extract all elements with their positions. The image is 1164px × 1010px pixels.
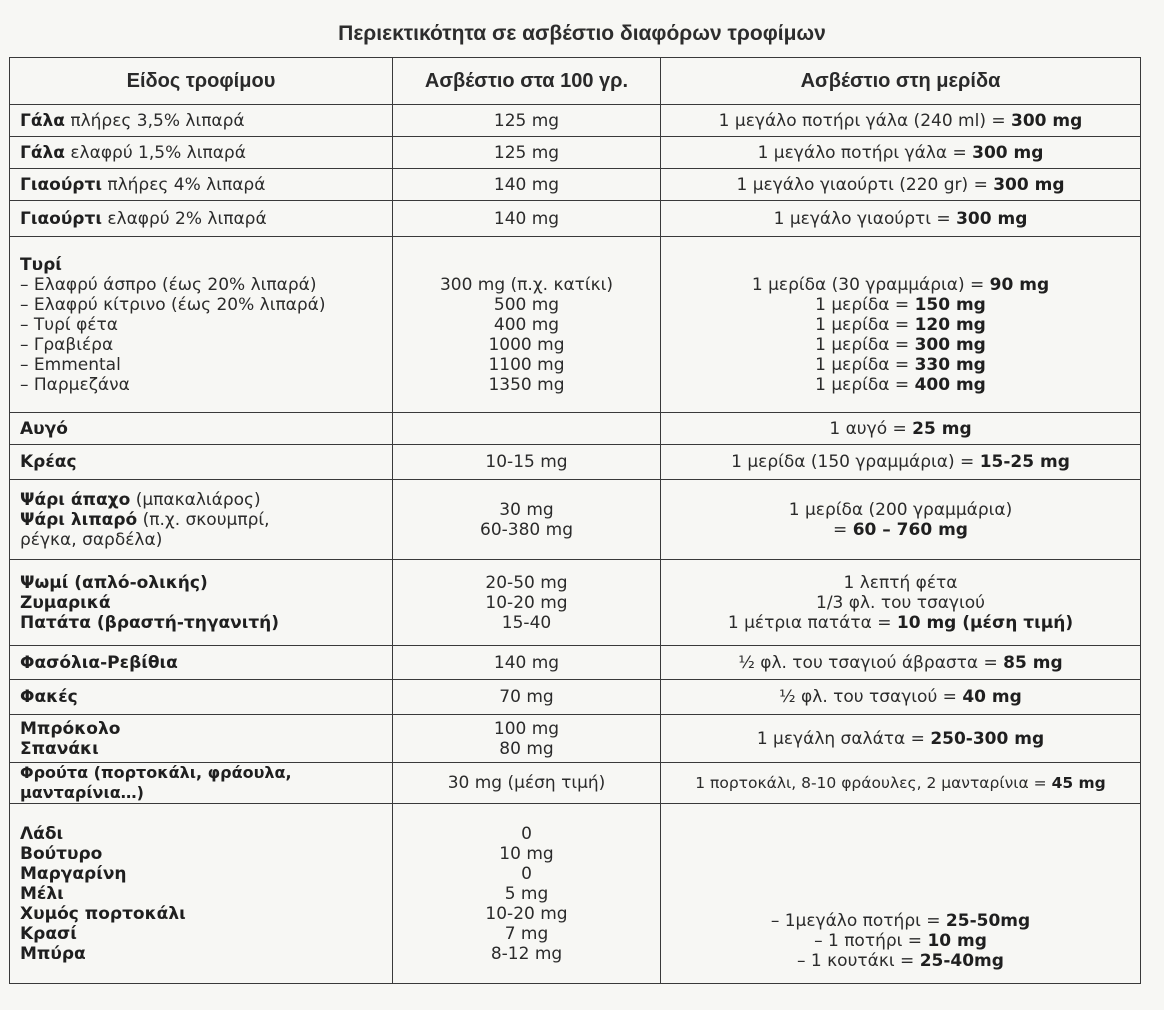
portion-cell <box>661 715 1141 763</box>
food-line <box>20 573 382 593</box>
table-header <box>10 58 1141 105</box>
food-detail: – Ελαφρύ κίτρινο (έως 20% λιπαρά) <box>20 294 326 315</box>
per100-value: 10 mg <box>499 843 554 864</box>
food-detail: – Παρμεζάνα <box>20 374 130 395</box>
food-cell <box>10 201 393 237</box>
portion-amount: 40 mg <box>962 687 1022 707</box>
header-row <box>10 58 1141 105</box>
food-name: Γιαούρτι <box>20 208 102 229</box>
portion-amount: 10 mg <box>927 931 987 951</box>
portion-line <box>667 111 1134 131</box>
portion-text: 1 μερίδα = <box>815 314 915 335</box>
portion-line <box>667 687 1134 707</box>
food-name: Κρασί <box>20 923 77 944</box>
portion-text: 1 μέτρια πατάτα = <box>727 612 897 633</box>
food-cell <box>10 445 393 480</box>
per100-value: 400 mg <box>493 314 560 335</box>
food-name: Σπανάκι <box>20 738 99 759</box>
per100-cell <box>393 480 661 560</box>
portion-cell <box>661 680 1141 715</box>
per100-cell <box>393 169 661 201</box>
per100-value: 15-40 <box>501 612 552 633</box>
portion-line <box>667 175 1134 195</box>
food-cell <box>10 237 393 413</box>
per100-value: 5 mg <box>504 883 549 904</box>
per100-value: 70 mg <box>499 687 554 707</box>
food-line <box>20 864 382 884</box>
food-line <box>20 419 382 439</box>
header-per-portion: Ασβέστιο στη μερίδα <box>661 58 1141 105</box>
portion-cell <box>661 169 1141 201</box>
per100-value: 10-15 mg <box>485 452 568 472</box>
per100-value: 1350 mg <box>488 374 565 395</box>
portion-line <box>667 520 1134 540</box>
food-detail: πλήρες 4% λιπαρά <box>101 174 266 195</box>
food-name: Χυμός πορτοκάλι <box>20 903 186 924</box>
food-line <box>20 255 382 275</box>
portion-text: 1 μερίδα = <box>815 374 915 395</box>
food-cell <box>10 413 393 445</box>
table-row <box>10 560 1141 646</box>
food-cell <box>10 137 393 169</box>
per100-cell <box>393 201 661 237</box>
table-row <box>10 763 1141 804</box>
food-line <box>20 375 382 395</box>
portion-cell <box>661 413 1141 445</box>
food-name: Πατάτα (βραστή-τηγανιτή) <box>20 612 280 633</box>
portion-line <box>667 275 1134 295</box>
food-line <box>20 490 382 510</box>
portion-text: – 1 ποτήρι = <box>814 931 928 951</box>
portion-line <box>667 931 1134 951</box>
table-row <box>10 201 1141 237</box>
per100-value: 300 mg (π.χ. κατίκι) <box>439 274 614 295</box>
portion-text: 1 πορτοκάλι, 8-10 φράουλες, 2 μανταρίνια = <box>695 774 1052 792</box>
per100-cell <box>393 680 661 715</box>
food-line <box>20 844 382 864</box>
portion-line <box>667 143 1134 163</box>
header-per-100g: Ασβέστιο στα 100 γρ. <box>393 58 661 105</box>
portion-text: 1 μεγάλο γιαούρτι (220 gr) = <box>736 174 994 195</box>
food-name: Αυγό <box>20 418 68 439</box>
food-line <box>20 924 382 944</box>
per100-value: 60-380 mg <box>480 519 573 540</box>
calcium-table <box>9 57 1141 984</box>
food-line <box>20 763 382 783</box>
portion-amount: 300 mg <box>993 174 1065 195</box>
portion-line <box>667 613 1134 633</box>
portion-text: – 1μεγάλο ποτήρι = <box>770 911 946 931</box>
food-line <box>20 739 382 759</box>
per100-value: 20-50 mg <box>485 572 568 593</box>
food-name: Γιαούρτι <box>20 174 102 195</box>
food-name: Ψάρι λιπαρό <box>20 509 138 530</box>
portion-line <box>667 500 1134 520</box>
food-line <box>20 944 382 964</box>
portion-amount: 10 mg (μέση τιμή) <box>896 612 1074 633</box>
portion-amount: 45 mg <box>1051 774 1106 792</box>
food-name: Ψάρι άπαχο <box>20 489 131 510</box>
food-line <box>20 653 382 673</box>
food-name: Μπρόκολο <box>20 718 121 739</box>
per100-value: 30 mg <box>499 499 554 520</box>
per100-value: 7 mg <box>504 923 549 944</box>
food-line <box>20 530 382 550</box>
food-line <box>20 315 382 335</box>
portion-text: 1 μερίδα = <box>815 354 915 375</box>
food-name: Μέλι <box>20 883 64 904</box>
per100-cell <box>393 560 661 646</box>
portion-text: ½ φλ. του τσαγιού άβραστα = <box>738 652 1004 673</box>
portion-text: 1 μεγάλο ποτήρι γάλα = <box>757 142 973 163</box>
portion-line <box>667 355 1134 375</box>
food-line <box>20 719 382 739</box>
food-detail: – Ελαφρύ άσπρο (έως 20% λιπαρά) <box>20 274 317 295</box>
portion-line <box>667 452 1134 472</box>
food-cell <box>10 763 393 804</box>
food-name: Μπύρα <box>20 943 86 964</box>
food-line <box>20 275 382 295</box>
header-food-type: Είδος τροφίμου <box>10 58 393 105</box>
per100-value: 140 mg <box>493 174 560 195</box>
per100-value: 125 mg <box>493 142 560 163</box>
food-cell <box>10 480 393 560</box>
portion-line <box>667 375 1134 395</box>
portion-amount: 400 mg <box>914 374 986 395</box>
food-line <box>20 510 382 530</box>
per100-cell <box>393 413 661 445</box>
portion-line <box>667 209 1134 229</box>
portion-cell <box>661 646 1141 680</box>
per100-value: 10-20 mg <box>485 903 568 924</box>
portion-cell <box>661 560 1141 646</box>
portion-cell <box>661 445 1141 480</box>
food-line <box>20 783 382 803</box>
portion-amount: 120 mg <box>914 314 986 335</box>
portion-cell <box>661 480 1141 560</box>
food-cell <box>10 169 393 201</box>
food-name: Μαργαρίνη <box>20 863 127 884</box>
table-row <box>10 169 1141 201</box>
per100-cell <box>393 445 661 480</box>
per100-cell <box>393 646 661 680</box>
portion-line <box>667 295 1134 315</box>
food-detail: (π.χ. σκουμπρί, <box>137 509 270 530</box>
portion-line <box>667 911 1134 931</box>
food-detail: πλήρες 3,5% λιπαρά <box>64 110 245 131</box>
food-cell <box>10 560 393 646</box>
portion-amount: 85 mg <box>1003 652 1063 673</box>
per100-value: 140 mg <box>493 208 560 229</box>
table-row <box>10 680 1141 715</box>
food-line <box>20 209 382 229</box>
food-name: Ζυμαρικά <box>20 592 111 613</box>
table-row <box>10 445 1141 480</box>
food-line <box>20 687 382 707</box>
portion-line <box>667 255 1134 275</box>
portion-amount: 300 mg <box>914 334 986 355</box>
portion-amount: 25-50mg <box>945 911 1031 931</box>
table-row <box>10 646 1141 680</box>
food-name: Κρέας <box>20 452 77 472</box>
portion-amount: 25-40mg <box>919 951 1004 971</box>
portion-line <box>667 419 1134 439</box>
per100-cell <box>393 804 661 984</box>
food-line <box>20 452 382 472</box>
food-line <box>20 884 382 904</box>
table-row <box>10 715 1141 763</box>
portion-text: 1 αυγό = <box>829 418 913 439</box>
portion-text: 1 μερίδα (30 γραμμάρια) = <box>751 274 990 295</box>
table-row <box>10 413 1141 445</box>
per100-value <box>403 419 650 439</box>
portion-cell <box>661 137 1141 169</box>
food-name: μανταρίνια…) <box>20 783 144 802</box>
per100-cell <box>393 105 661 137</box>
table-body <box>10 105 1141 984</box>
portion-amount: 25 mg <box>912 418 972 439</box>
portion-amount: 300 mg <box>956 208 1028 229</box>
portion-text: 1 μερίδα (200 γραμμάρια) <box>788 499 1013 520</box>
food-line <box>20 295 382 315</box>
food-name: Γάλα <box>20 110 65 131</box>
portion-line <box>667 729 1134 749</box>
food-detail: (μπακαλιάρος) <box>130 489 261 510</box>
per100-value: 500 mg <box>493 294 560 315</box>
food-name: Γάλα <box>20 142 65 163</box>
table-row <box>10 480 1141 560</box>
portion-text: ½ φλ. του τσαγιού = <box>779 687 963 707</box>
food-cell <box>10 680 393 715</box>
per100-value: 30 mg (μέση τιμή) <box>447 773 606 793</box>
table-row <box>10 105 1141 137</box>
per100-value: 125 mg <box>493 110 560 131</box>
per100-cell <box>393 237 661 413</box>
per100-value: 0 <box>521 863 532 884</box>
portion-line <box>667 593 1134 613</box>
portion-cell <box>661 763 1141 804</box>
per100-value: 8-12 mg <box>490 943 563 964</box>
portion-amount: 330 mg <box>914 354 986 375</box>
portion-line <box>667 315 1134 335</box>
per100-cell <box>393 763 661 804</box>
food-detail: – Emmental <box>20 354 121 375</box>
food-name: Φασόλια-Ρεβίθια <box>20 652 178 673</box>
portion-text: 1 μεγάλη σαλάτα = <box>756 728 931 749</box>
food-line <box>20 335 382 355</box>
food-cell <box>10 804 393 984</box>
food-cell <box>10 105 393 137</box>
food-name: Τυρί <box>20 254 62 275</box>
food-line <box>20 904 382 924</box>
portion-cell <box>661 237 1141 413</box>
portion-text: – 1 κουτάκι = <box>797 951 920 971</box>
portion-text: 1 λεπτή φέτα <box>843 572 958 593</box>
per100-cell <box>393 715 661 763</box>
portion-text: 1 μεγάλο γιαούρτι = <box>773 208 957 229</box>
food-name: Λάδι <box>20 823 64 844</box>
portion-line <box>667 335 1134 355</box>
table-row <box>10 137 1141 169</box>
food-line <box>20 613 382 633</box>
per100-value: 100 mg <box>493 718 560 739</box>
food-line <box>20 593 382 613</box>
portion-text: 1 μερίδα = <box>815 334 915 355</box>
food-name: Ψωμί (απλό-ολικής) <box>20 572 208 593</box>
food-detail: ελαφρύ 1,5% λιπαρά <box>64 142 246 163</box>
portion-amount: 150 mg <box>914 294 986 315</box>
per100-value: 10-20 mg <box>485 592 568 613</box>
table-row <box>10 237 1141 413</box>
food-detail: ρέγκα, σαρδέλα) <box>20 529 163 550</box>
portion-text: 1 μερίδα (150 γραμμάρια) = <box>731 452 980 472</box>
food-line <box>20 143 382 163</box>
food-cell <box>10 715 393 763</box>
portion-amount: 60 – 760 mg <box>852 519 968 540</box>
per100-value: 1000 mg <box>488 334 565 355</box>
portion-cell <box>661 804 1141 984</box>
portion-amount: 300 mg <box>972 142 1044 163</box>
portion-text: 1/3 φλ. του τσαγιού <box>816 592 985 613</box>
per100-value: 0 <box>521 823 532 844</box>
portion-text: = <box>833 519 853 540</box>
food-line <box>20 175 382 195</box>
portion-cell <box>661 201 1141 237</box>
portion-text: 1 μεγάλο ποτήρι γάλα (240 ml) = <box>718 110 1012 131</box>
portion-text: 1 μερίδα = <box>815 294 915 315</box>
portion-amount: 250-300 mg <box>930 728 1045 749</box>
per100-value <box>403 255 650 275</box>
per100-value: 1100 mg <box>488 354 565 375</box>
food-cell <box>10 646 393 680</box>
food-name: Φακές <box>20 687 78 707</box>
portion-cell <box>661 105 1141 137</box>
portion-amount: 300 mg <box>1011 110 1083 131</box>
food-detail: – Γραβιέρα <box>20 334 114 355</box>
food-name: Βούτυρο <box>20 843 103 864</box>
per100-value: 80 mg <box>499 738 554 759</box>
per100-value: 140 mg <box>493 652 560 673</box>
portion-line <box>667 773 1134 793</box>
food-line <box>20 355 382 375</box>
portion-line <box>667 573 1134 593</box>
food-detail: ελαφρύ 2% λιπαρά <box>101 208 267 229</box>
food-line <box>20 111 382 131</box>
portion-line <box>667 653 1134 673</box>
portion-line <box>667 951 1134 971</box>
page-title: Περιεκτικότητα σε ασβέστιο διαφόρων τροφίμων <box>338 22 826 45</box>
portion-amount: 15-25 mg <box>979 452 1070 472</box>
table-row <box>10 804 1141 984</box>
portion-amount: 90 mg <box>989 274 1050 295</box>
per100-cell <box>393 137 661 169</box>
food-line <box>20 824 382 844</box>
food-name: Φρούτα (πορτοκάλι, φράουλα, <box>20 763 292 782</box>
food-detail: – Τυρί φέτα <box>20 314 118 335</box>
